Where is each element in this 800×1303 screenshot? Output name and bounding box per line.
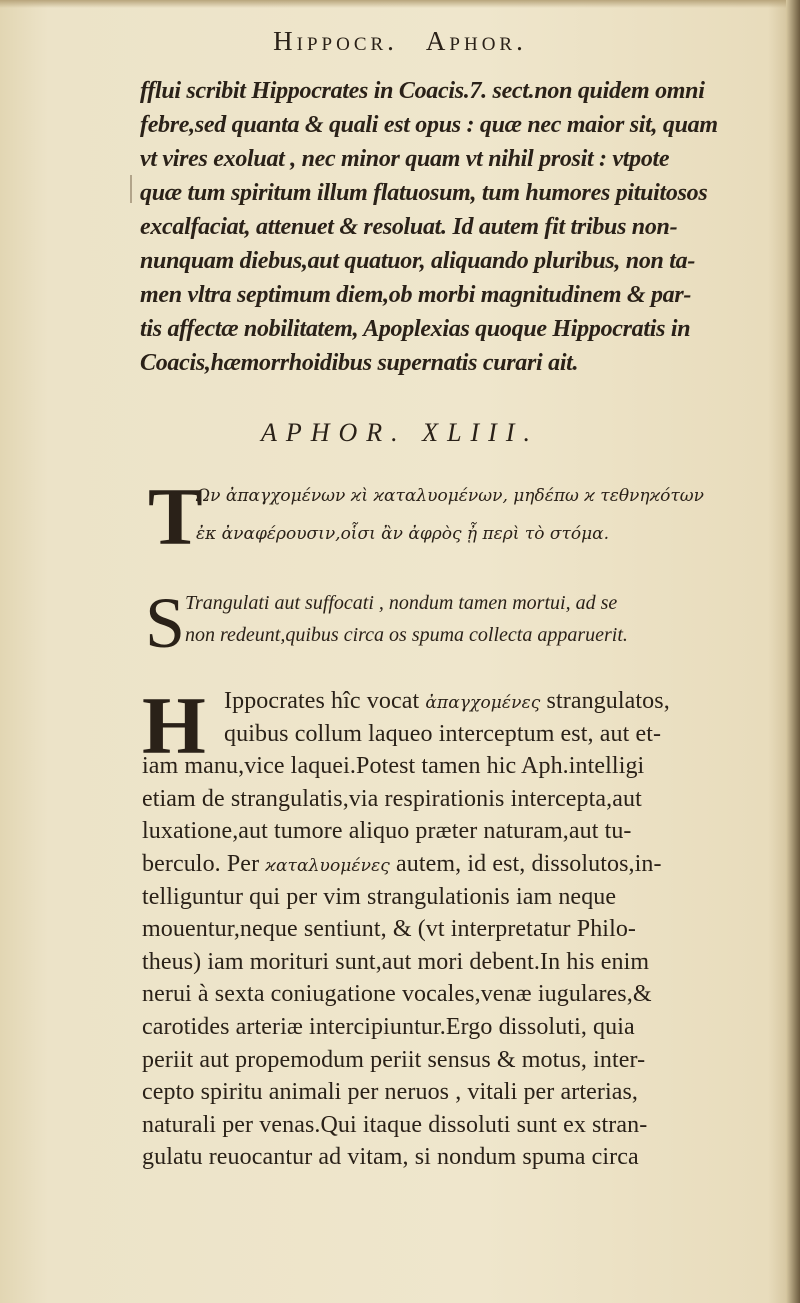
commentary-text: quibus collum laqueo interceptum est, aut et- <box>224 720 662 747</box>
running-header <box>0 26 800 57</box>
commentary-text: cepto spiritu animali per neruos , vitali per arterias, <box>142 1079 638 1106</box>
commentary-greek-word: ἀπαγχομένες <box>425 693 541 713</box>
commentary-text: Ippocrates hîc vocat <box>224 688 426 714</box>
commentary-line <box>142 818 632 845</box>
intro-line: excalfaciat, attenuet & resoluat. Id autem fit tribus non- <box>140 214 678 240</box>
margin-mark <box>130 175 132 203</box>
commentary-text: gulatu reuocantur ad vitam, si nondum spuma circa <box>142 1144 639 1171</box>
commentary-text: autem, id est, dissolutos,in- <box>389 851 662 877</box>
aphorism-title: APHOR. XLIII. <box>260 418 539 447</box>
running-header-left: Hippocr. <box>273 26 398 56</box>
commentary-line <box>142 1144 639 1171</box>
commentary-line <box>142 851 662 878</box>
commentary-text: carotides arteriæ intercipiuntur.Ergo dissoluti, quia <box>142 1014 635 1040</box>
commentary-line <box>142 753 644 780</box>
intro-line: vt vires exoluat , nec minor quam vt nihil prosit : vtpote <box>140 146 670 172</box>
intro-paragraph <box>140 74 790 380</box>
commentary-line <box>142 916 636 943</box>
commentary-text: mouentur,neque sentiunt, & (vt interpretatur Philo- <box>142 916 637 943</box>
commentary-text: naturali per venas.Qui itaque dissoluti sunt ex stran- <box>142 1111 648 1138</box>
commentary-text: etiam de strangulatis,via respirationis intercepta,aut <box>142 785 642 812</box>
commentary-text: luxatione,aut tumore aliquo præter naturam,aut tu- <box>142 818 632 845</box>
commentary-text: periit aut propemodum periit sensus & motus, inter- <box>142 1046 646 1073</box>
latin-line: Trangulati aut suffocati , nondum tamen mortui, ad se <box>185 592 618 614</box>
commentary-text: berculo. Per <box>142 851 266 877</box>
commentary-line <box>142 884 616 911</box>
commentary-text: strangulatos, <box>540 688 670 714</box>
commentary-line <box>142 949 649 976</box>
latin-drop-initial: S <box>145 583 186 663</box>
commentary-line <box>142 1047 645 1074</box>
commentary-line <box>142 1079 638 1106</box>
intro-line: quæ tum spiritum illum flatuosum, tum humores pituitosos <box>140 180 708 206</box>
commentary-drop-initial: H <box>142 680 206 771</box>
commentary-text: iam manu,vice laquei.Potest tamen hic Aph.intelligi <box>142 753 645 780</box>
greek-line: ἐκ ἀναφέρουσιν,οἷσι ἂν ἀφρὸς ᾖ περὶ τὸ στόμα. <box>196 524 610 544</box>
latin-line: non redeunt,quibus circa os spuma collecta apparuerit. <box>185 624 628 646</box>
intro-line: nunquam diebus,aut quatuor, aliquando pluribus, non ta- <box>140 248 696 274</box>
intro-line: Coacis,hæmorrhoidibus supernatis curari ait. <box>140 350 579 376</box>
commentary-line <box>142 786 642 813</box>
greek-drop-initial: T <box>148 471 203 562</box>
commentary-line <box>142 981 652 1008</box>
commentary-text: nerui à sexta coniugatione vocales,venæ iugulares,& <box>142 981 652 1008</box>
commentary-line <box>224 721 661 748</box>
commentary-line <box>142 1112 647 1139</box>
commentary-text: theus) iam morituri sunt,aut mori debent.In his enim <box>142 948 650 975</box>
commentary-greek-word: ϰαταλυομένες <box>265 856 390 876</box>
running-header-right: Aphor. <box>425 26 527 56</box>
intro-line: men vltra septimum diem,ob morbi magnitudinem & par- <box>140 282 692 308</box>
commentary-line <box>142 1014 635 1041</box>
intro-line: tis affectæ nobilitatem, Apoplexias quoque Hippocratis in <box>140 316 691 342</box>
page-top-edge <box>0 0 800 8</box>
intro-line: febre,sed quanta & quali est opus : quæ nec maior sit, quam <box>140 112 718 138</box>
commentary-line <box>224 688 670 715</box>
intro-line: fflui scribit Hippocrates in Coacis.7. sect.non quidem omni <box>140 78 705 104</box>
commentary-text: telliguntur qui per vim strangulationis iam neque <box>142 883 617 910</box>
greek-line: Ων ἀπαγχομένων ϰὶ ϰαταλυομένων, μηδέπω ϰ τεθνηϰότων <box>196 486 705 506</box>
